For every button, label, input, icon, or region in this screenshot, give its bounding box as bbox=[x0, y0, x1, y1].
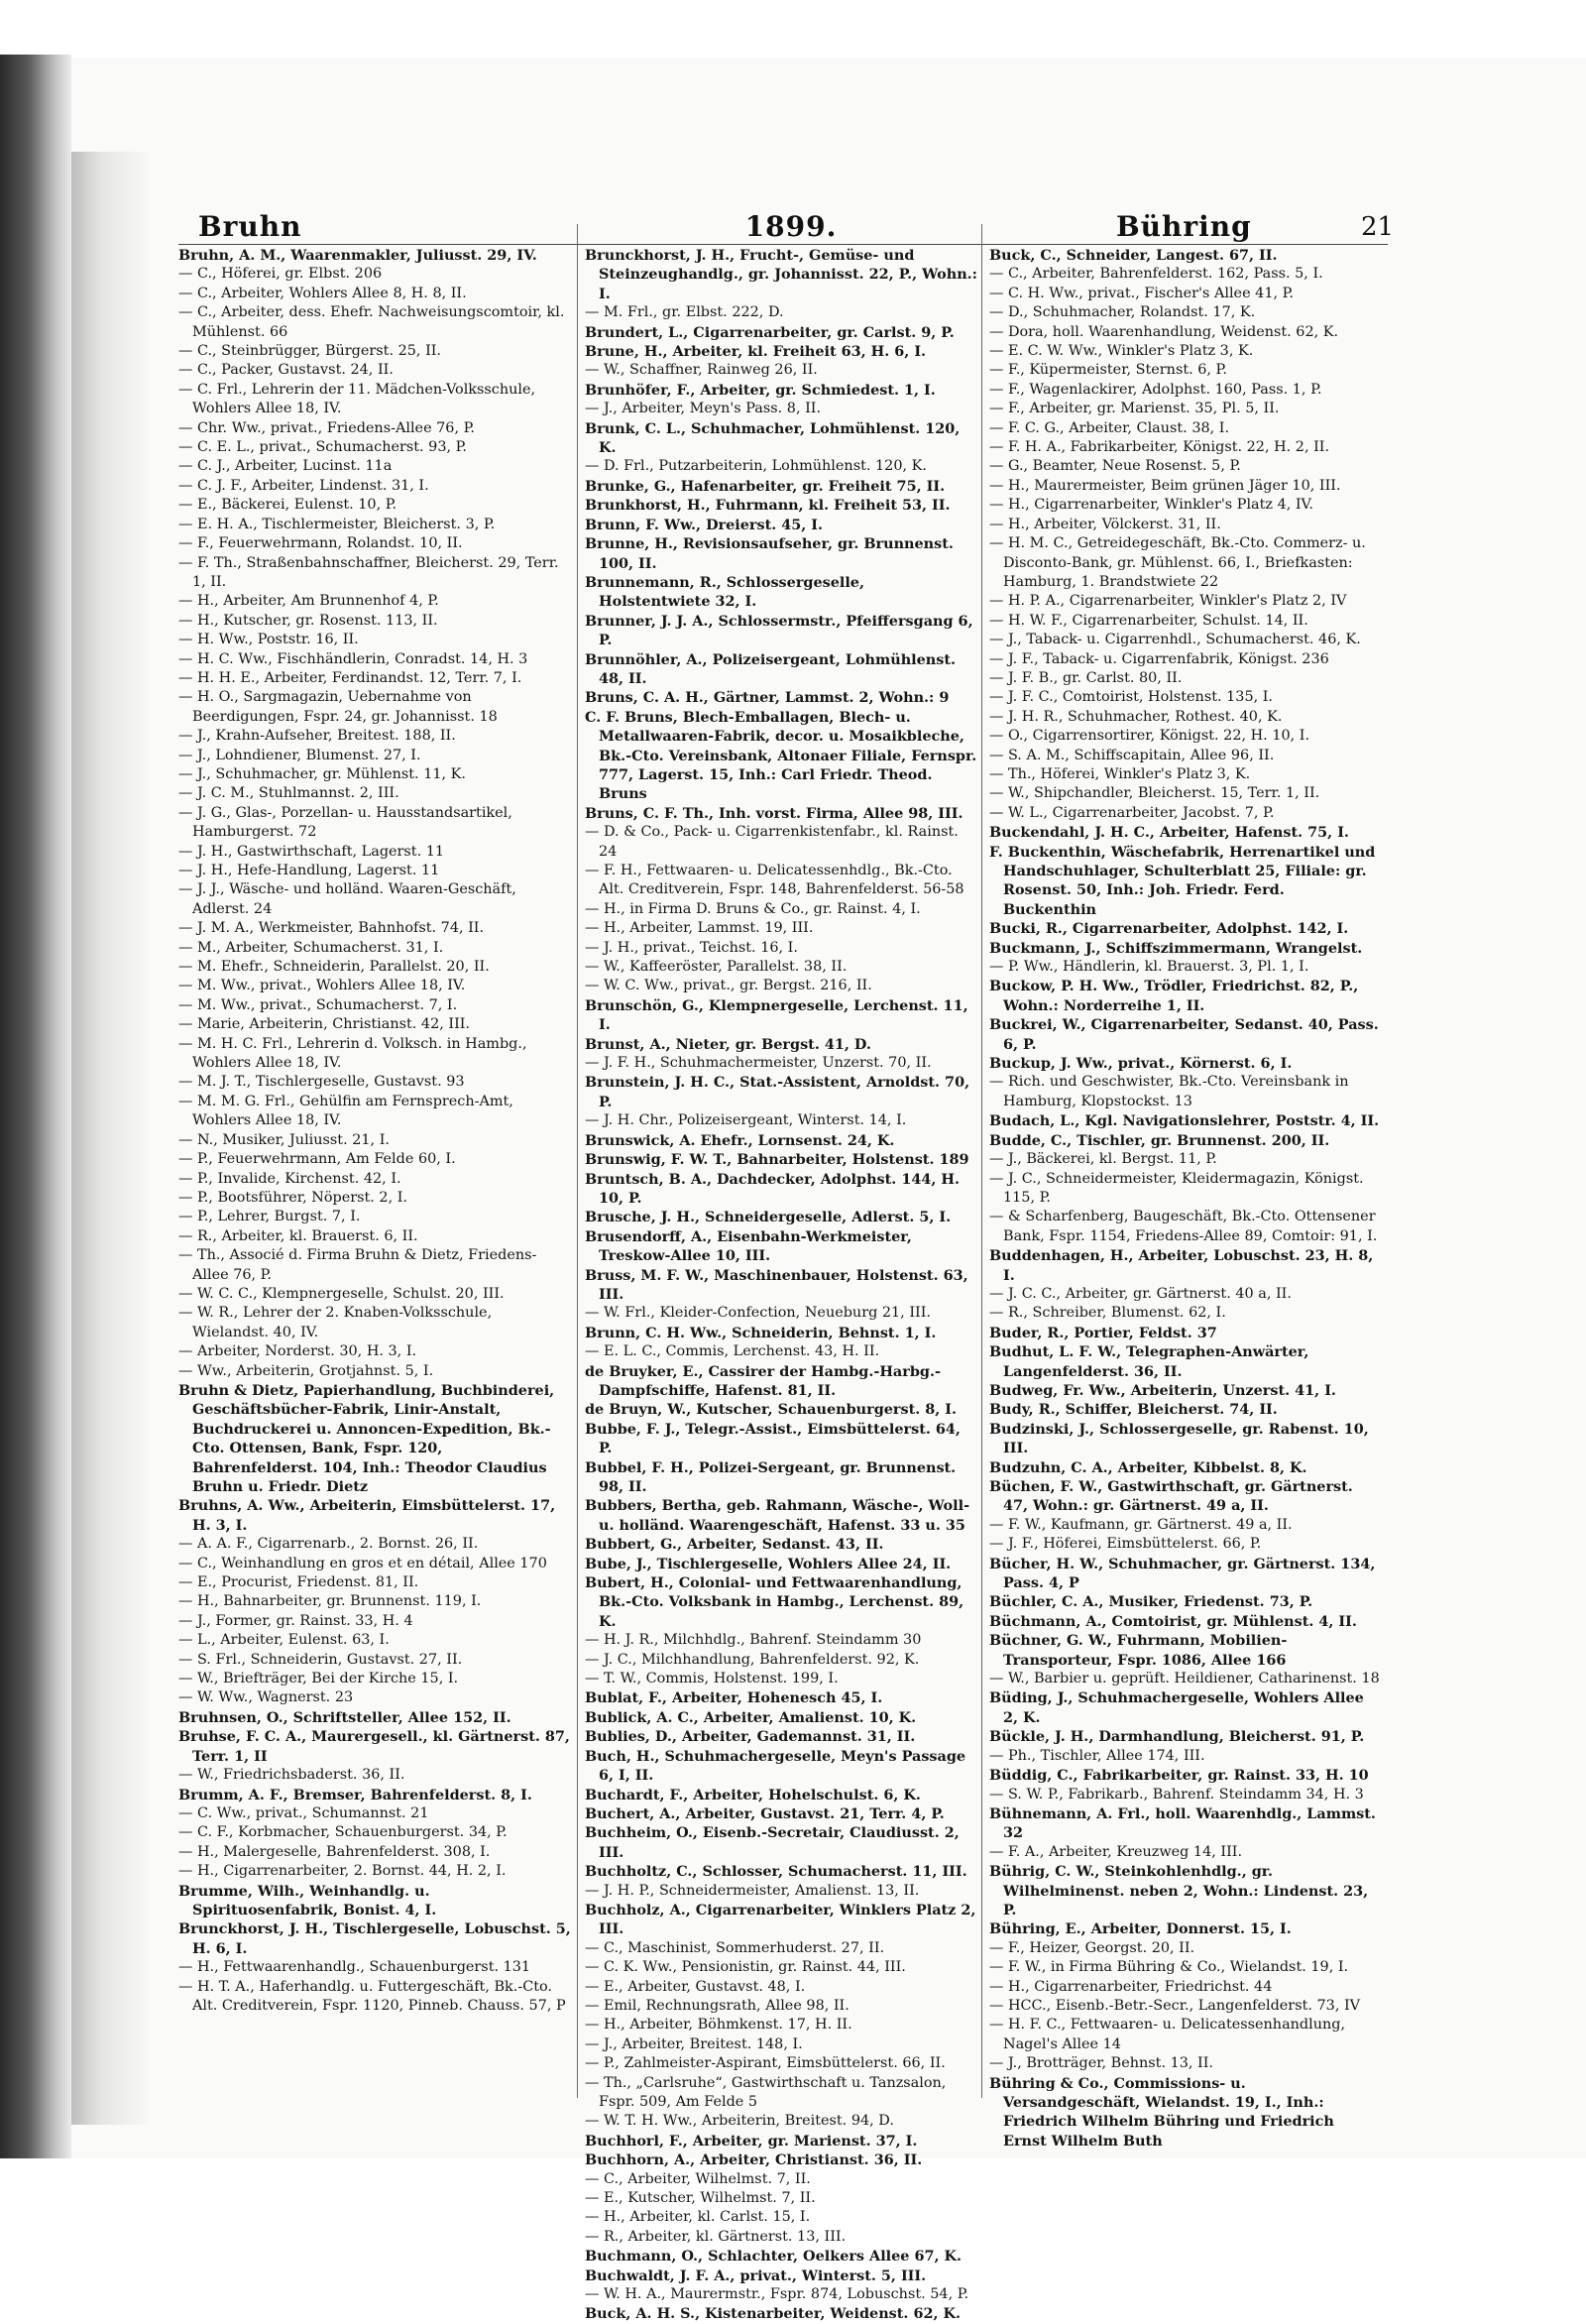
directory-entry: — M. H. C. Frl., Lehrerin d. Volksch. in Hambg., Wohlers Allee 18, IV. bbox=[178, 1035, 527, 1072]
scan-edge bbox=[0, 55, 71, 2158]
directory-entry: Buddenhagen, H., Arbeiter, Lobuschst. 23, H. 8, I. bbox=[989, 1247, 1374, 1284]
column-rule bbox=[981, 224, 982, 2098]
directory-entry: — W., Friedrichsbaderst. 36, II. bbox=[178, 1767, 405, 1784]
directory-entry: — F. H., Fettwaaren- u. Delicatessenhdlg., Bk.-Cto. Alt. Creditverein, Fspr. 148, Bahrenfelderst. 56-58 bbox=[585, 863, 964, 898]
directory-entry: — H., Cigarrenarbeiter, Friedrichst. 44 bbox=[989, 1978, 1273, 1995]
directory-entry: — E., Bäckerei, Eulenst. 10, P. bbox=[178, 497, 397, 514]
directory-entry: de Bruyker, E., Cassirer der Hambg.-Harbg.-Dampfschiffe, Hafenst. 81, II. bbox=[585, 1362, 941, 1399]
directory-entry: — C., Packer, Gustavst. 24, II. bbox=[178, 362, 394, 379]
directory-entry: — E. H. A., Tischlermeister, Bleicherst. 3, P. bbox=[178, 516, 496, 532]
directory-entry: — J. F. H., Schuhmachermeister, Unzerst. 70, II. bbox=[585, 1055, 932, 1072]
directory-entry: — H. T. A., Haferhandlg. u. Futtergeschäft, Bk.-Cto. Alt. Creditverein, Fspr. 1120, Pinneb. Chauss. 57, P bbox=[178, 1978, 566, 2014]
directory-entry: Bühring & Co., Commissions- u. Versandgeschäft, Wielandst. 19, I., Inh.: Friedrich Wilhelm Bühring und Friedrich Ernst Wilhelm Buth bbox=[989, 2074, 1334, 2150]
directory-entry: Buchardt, F., Arbeiter, Hohelschulst. 6, K. bbox=[585, 1786, 921, 1803]
directory-entry: — F., Küpermeister, Sternst. 6, P. bbox=[989, 362, 1227, 379]
directory-entry: — D., Schuhmacher, Rolandst. 17, K. bbox=[989, 304, 1256, 321]
directory-entry: Bruhnsen, O., Schriftsteller, Allee 152, II. bbox=[178, 1708, 511, 1726]
directory-entry: — C. K. Ww., Pensionistin, gr. Rainst. 44, III. bbox=[585, 1959, 906, 1976]
directory-entry: — J. F., Taback- u. Cigarrenfabrik, Königst. 236 bbox=[989, 650, 1329, 667]
page-number: 21 bbox=[1361, 212, 1395, 242]
directory-entry: Brunn, C. H. Ww., Schneiderin, Behnst. 1, I. bbox=[585, 1324, 937, 1341]
directory-entry: — P., Lehrer, Burgst. 7, I. bbox=[178, 1209, 361, 1225]
directory-entry: — F. W., Kaufmann, gr. Gärtnerst. 49 a, II. bbox=[989, 1516, 1293, 1533]
directory-entry: — J. J., Wäsche- und holländ. Waaren-Geschäft, Adlerst. 24 bbox=[178, 881, 516, 917]
directory-entry: Brunkhorst, H., Fuhrmann, kl. Freiheit 53, II. bbox=[585, 497, 951, 515]
directory-entry: Bühring, E., Arbeiter, Donnerst. 15, I. bbox=[989, 1920, 1292, 1938]
directory-entry: — C., Arbeiter, Bahrenfelderst. 162, Pass. 5, I. bbox=[989, 266, 1323, 283]
directory-entry: Buchwaldt, J. F. A., privat., Winterst. 5, III. bbox=[585, 2266, 927, 2284]
directory-entry: — J. F. C., Comtoirist, Holstenst. 135, I. bbox=[989, 689, 1274, 706]
directory-entry: — J. C., Schneidermeister, Kleidermagazin, Königst. 115, P. bbox=[989, 1170, 1364, 1206]
directory-entry: Bücher, H. W., Schuhmacher, gr. Gärtnerst. 134, Pass. 4, P bbox=[989, 1555, 1376, 1592]
directory-entry: Brunn, F. Ww., Dreierst. 45, I. bbox=[585, 516, 824, 533]
directory-entry: — H., in Firma D. Bruns & Co., gr. Rainst. 4, I. bbox=[585, 900, 921, 917]
directory-entry: Buchhorl, F., Arbeiter, gr. Marienst. 37, I. bbox=[585, 2132, 918, 2150]
directory-entry: Buckmann, J., Schiffszimmermann, Wrangelst. bbox=[989, 939, 1363, 957]
directory-entry: — M. J. T., Tischlergeselle, Gustavst. 93 bbox=[178, 1074, 465, 1091]
directory-entry: — J., Bäckerei, kl. Bergst. 11, P. bbox=[989, 1151, 1217, 1168]
directory-entry: — J. C., Milchhandlung, Bahrenfelderst. 92, K. bbox=[585, 1651, 920, 1668]
directory-entry: — J., Arbeiter, Breitest. 148, I. bbox=[585, 2035, 803, 2052]
directory-entry: — R., Arbeiter, kl. Brauerst. 6, II. bbox=[178, 1227, 418, 1244]
directory-entry: — & Scharfenberg, Baugeschäft, Bk.-Cto. Ottensener Bank, Fspr. 1154, Friedens-Allee 89, Comtoir: 91, I. bbox=[989, 1209, 1378, 1244]
directory-entry: — P., Invalide, Kirchenst. 42, I. bbox=[178, 1170, 401, 1187]
directory-entry: Buchmann, O., Schlachter, Oelkers Allee 67, K. bbox=[585, 2248, 963, 2266]
directory-entry: — W. Ww., Wagnerst. 23 bbox=[178, 1689, 354, 1706]
directory-entry: — D. & Co., Pack- u. Cigarrenkistenfabr., kl. Rainst. 24 bbox=[585, 824, 959, 860]
directory-entry: — T. W., Commis, Holstenst. 199, I. bbox=[585, 1671, 839, 1687]
directory-entry: — J., Brotträger, Behnst. 13, II. bbox=[989, 2055, 1214, 2072]
directory-column-1 bbox=[178, 246, 571, 2100]
directory-entry: — H. J. R., Milchhdlg., Bahrenf. Steindamm 30 bbox=[585, 1632, 922, 1649]
directory-entry: — O., Cigarrensortirer, Königst. 22, H. 10, I. bbox=[989, 728, 1310, 745]
directory-entry: Bubbel, F. H., Polizei-Sergeant, gr. Brunnenst. 98, II. bbox=[585, 1458, 957, 1495]
directory-entry: — D. Frl., Putzarbeiterin, Lohmühlenst. 120, K. bbox=[585, 458, 927, 475]
directory-entry: Brundert, L., Cigarrenarbeiter, gr. Carlst. 9, P. bbox=[585, 323, 955, 341]
directory-entry: — Emil, Rechnungsrath, Allee 98, II. bbox=[585, 1997, 850, 2014]
directory-entry: — J., Arbeiter, Meyn's Pass. 8, II. bbox=[585, 401, 822, 417]
directory-entry: — H., Bahnarbeiter, gr. Brunnenst. 119, I. bbox=[178, 1593, 482, 1610]
directory-entry: — J. H. Chr., Polizeisergeant, Winterst. 14, I. bbox=[585, 1112, 907, 1129]
directory-entry: — H., Arbeiter, Am Brunnenhof 4, P. bbox=[178, 593, 439, 610]
directory-entry: — H., Cigarrenarbeiter, 2. Bornst. 44, H. 2, I. bbox=[178, 1863, 507, 1880]
directory-entry: — J. F. B., gr. Carlst. 80, II. bbox=[989, 669, 1183, 686]
directory-entry: Bucki, R., Cigarrenarbeiter, Adolphst. 142, I. bbox=[989, 920, 1349, 938]
directory-entry: — H. M. C., Getreidegeschäft, Bk.-Cto. Commerz- u. Disconto-Bank, gr. Mühlenst. 66, I., Briefkasten: Hamburg, 1. Brandstwiete 22 bbox=[989, 535, 1366, 590]
directory-entry: — S. Frl., Schneiderin, Gustavst. 27, II. bbox=[178, 1651, 463, 1668]
directory-entry: — L., Arbeiter, Eulenst. 63, I. bbox=[178, 1632, 390, 1649]
directory-entry: — Ww., Arbeiterin, Grotjahnst. 5, I. bbox=[178, 1362, 434, 1379]
directory-entry: Buder, R., Portier, Feldst. 37 bbox=[989, 1324, 1217, 1341]
directory-entry: — H., Cigarrenarbeiter, Winkler's Platz 4, IV. bbox=[989, 497, 1314, 514]
directory-entry: Buchholtz, C., Schlosser, Schumacherst. 11, III. bbox=[585, 1863, 967, 1881]
directory-entry: Büddig, C., Fabrikarbeiter, gr. Rainst. 33, H. 10 bbox=[989, 1767, 1369, 1785]
directory-entry: — E., Arbeiter, Gustavst. 48, I. bbox=[585, 1978, 806, 1995]
directory-entry: Brunckhorst, J. H., Tischlergeselle, Lobuschst. 5, H. 6, I. bbox=[178, 1920, 571, 1957]
header-year: 1899. bbox=[744, 210, 838, 243]
directory-entry: — Th., Associé d. Firma Bruhn & Dietz, Friedens-Allee 76, P. bbox=[178, 1247, 537, 1283]
directory-entry: Budzuhn, C. A., Arbeiter, Kibbelst. 8, K. bbox=[989, 1458, 1307, 1476]
directory-entry: Budzinski, J., Schlossergeselle, gr. Rabenst. 10, III. bbox=[989, 1420, 1369, 1457]
directory-entry: — C. Frl., Lehrerin der 11. Mädchen-Volksschule, Wohlers Allee 18, IV. bbox=[178, 381, 536, 417]
directory-entry: — M. Ww., privat., Schumacherst. 7, I. bbox=[178, 996, 458, 1013]
directory-entry: — C. E. L., privat., Schumacherst. 93, P. bbox=[178, 439, 467, 456]
directory-entry: Brunswick, A. Ehefr., Lornsenst. 24, K. bbox=[585, 1131, 895, 1149]
directory-entry: — Th., Höferei, Winkler's Platz 3, K. bbox=[989, 765, 1251, 782]
directory-entry: — J. G., Glas-, Porzellan- u. Hausstandsartikel, Hamburgerst. 72 bbox=[178, 804, 512, 841]
directory-entry: — F., Feuerwehrmann, Rolandst. 10, II. bbox=[178, 535, 463, 552]
directory-entry: Buck, A. H. S., Kistenarbeiter, Weidenst. 62, K. bbox=[585, 2305, 962, 2323]
directory-entry: — H., Arbeiter, Völckerst. 31, II. bbox=[989, 516, 1221, 532]
header-right-keyword: Bühring bbox=[1116, 210, 1252, 243]
directory-entry: — W., Barbier u. geprüft. Heildiener, Catharinenst. 18 bbox=[989, 1671, 1380, 1687]
directory-entry: — F., Heizer, Georgst. 20, II. bbox=[989, 1939, 1195, 1956]
directory-entry: Brumme, Wilh., Weinhandlg. u. Spirituosenfabrik, Bonist. 4, I. bbox=[178, 1882, 437, 1918]
directory-entry: Brunschön, G., Klempnergeselle, Lerchenst. 11, I. bbox=[585, 996, 968, 1034]
directory-entry: — J. M. A., Werkmeister, Bahnhofst. 74, II. bbox=[178, 920, 485, 937]
directory-entry: — S. W. P., Fabrikarb., Bahrenf. Steindamm 34, H. 3 bbox=[989, 1786, 1364, 1802]
directory-entry: Brunnemann, R., Schlossergeselle, Holstentwiete 32, I. bbox=[585, 573, 864, 611]
directory-entry: — G., Beamter, Neue Rosenst. 5, P. bbox=[989, 458, 1241, 475]
directory-entry: — W. H. A., Maurermstr., Fspr. 874, Lobuschst. 54, P. bbox=[585, 2286, 969, 2303]
directory-entry: — W. T. H. Ww., Arbeiterin, Breitest. 94, D. bbox=[585, 2113, 894, 2130]
directory-entry: — E., Procurist, Friedenst. 81, II. bbox=[178, 1574, 419, 1591]
directory-entry: Bruns, C. A. H., Gärtner, Lammst. 2, Wohn.: 9 bbox=[585, 689, 950, 707]
directory-entry: — Rich. und Geschwister, Bk.-Cto. Vereinsbank in Hamburg, Klopstockst. 13 bbox=[989, 1074, 1349, 1109]
header-rule bbox=[178, 244, 1388, 245]
directory-entry: — R., Schreiber, Blumenst. 62, I. bbox=[989, 1305, 1226, 1322]
directory-entry: Büchen, F. W., Gastwirthschaft, gr. Gärtnerst. 47, Wohn.: gr. Gärtnerst. 49 a, II. bbox=[989, 1478, 1353, 1515]
directory-entry: — N., Musiker, Juliusst. 21, I. bbox=[178, 1131, 390, 1148]
directory-entry: Brumm, A. F., Bremser, Bahrenfelderst. 8, I. bbox=[178, 1786, 532, 1803]
directory-entry: C. F. Bruns, Blech-Emballagen, Blech- u. Metallwaaren-Fabrik, decor. u. Mosaikbleche, Bk.-Cto. Vereinsbank, Altonaer Filiale, Fernspr. 777, Lagerst. 15, Inh.: Carl Friedr. Theod. Bruns bbox=[585, 708, 977, 803]
directory-entry: — C. F., Korbmacher, Schauenburgerst. 34, P. bbox=[178, 1824, 508, 1841]
directory-entry: — J. H., Gastwirthschaft, Lagerst. 11 bbox=[178, 843, 445, 860]
directory-entry: — J. F., Höferei, Eimsbüttelerst. 66, P. bbox=[989, 1536, 1262, 1553]
directory-entry: F. Buckenthin, Wäschefabrik, Herrenartikel und Handschuhlager, Schulterblatt 25, Filiale: gr. Rosenst. 50, Inh.: Joh. Friedr. Ferd. Buckenthin bbox=[989, 843, 1376, 918]
directory-entry: — J., Schuhmacher, gr. Mühlenst. 11, K. bbox=[178, 765, 466, 782]
directory-entry: — HCC., Eisenb.-Betr.-Secr., Langenfelderst. 73, IV bbox=[989, 1997, 1361, 2014]
directory-entry: — E., Kutscher, Wilhelmst. 7, II. bbox=[585, 2190, 816, 2207]
directory-entry: — P. Ww., Händlerin, kl. Brauerst. 3, Pl. 1, I. bbox=[989, 959, 1309, 976]
directory-entry: — W., Kaffeeröster, Parallelst. 38, II. bbox=[585, 959, 848, 976]
directory-entry: — M. Frl., gr. Elbst. 222, D. bbox=[585, 304, 784, 321]
directory-entry: Bubert, H., Colonial- und Fettwaarenhandlung, Bk.-Cto. Volksbank in Hambg., Lerchenst. 89, K. bbox=[585, 1574, 964, 1630]
directory-entry: — J., Lohndiener, Blumenst. 27, I. bbox=[178, 747, 421, 763]
directory-entry: Brune, H., Arbeiter, kl. Freiheit 63, H. 6, I. bbox=[585, 343, 927, 361]
directory-entry: Büchmann, A., Comtoirist, gr. Mühlenst. 4, II. bbox=[989, 1612, 1357, 1630]
directory-entry: Brusendorff, A., Eisenbahn-Werkmeister, Treskow-Allee 10, III. bbox=[585, 1227, 912, 1265]
directory-entry: — H. F. C., Fettwaaren- u. Delicatessenhandlung, Nagel's Allee 14 bbox=[989, 2017, 1346, 2052]
directory-entry: — J., Taback- u. Cigarrenhdl., Schumacherst. 46, K. bbox=[989, 632, 1361, 648]
directory-entry: — J., Former, gr. Rainst. 33, H. 4 bbox=[178, 1612, 413, 1629]
directory-entry: — F. H. A., Fabrikarbeiter, Königst. 22, H. 2, II. bbox=[989, 439, 1330, 456]
directory-entry: — F. A., Arbeiter, Kreuzweg 14, III. bbox=[989, 1843, 1243, 1860]
directory-entry: — F. Th., Straßenbahnschaffner, Bleicherst. 29, Terr. 1, II. bbox=[178, 554, 559, 590]
directory-entry: Bührig, C. W., Steinkohlenhdlg., gr. Wilhelminenst. neben 2, Wohn.: Lindenst. 23, P. bbox=[989, 1863, 1369, 1918]
directory-entry: — F., Arbeiter, gr. Marienst. 35, Pl. 5, II. bbox=[989, 401, 1280, 417]
directory-entry: Brunswig, F. W. T., Bahnarbeiter, Holstenst. 189 bbox=[585, 1151, 969, 1169]
directory-entry: — W., Shipchandler, Bleicherst. 15, Terr. 1, II. bbox=[989, 785, 1320, 802]
header-left-keyword: Bruhn bbox=[198, 210, 302, 243]
directory-entry: — H., Arbeiter, kl. Carlst. 15, I. bbox=[585, 2209, 811, 2226]
directory-entry: — P., Feuerwehrmann, Am Felde 60, I. bbox=[178, 1151, 456, 1168]
directory-entry: — Ph., Tischler, Allee 174, III. bbox=[989, 1747, 1205, 1764]
directory-entry: Bubbers, Bertha, geb. Rahmann, Wäsche-, Woll- u. holländ. Waarengeschäft, Hafenst. 33 u. 35 bbox=[585, 1497, 970, 1534]
directory-entry: — C., Maschinist, Sommerhuderst. 27, II. bbox=[585, 1939, 885, 1956]
directory-entry: — Th., „Carlsruhe“, Gastwirthschaft u. Tanzsalon, Fspr. 509, Am Felde 5 bbox=[585, 2074, 947, 2110]
directory-entry: — M. Ehefr., Schneiderin, Parallelst. 20, II. bbox=[178, 959, 490, 976]
directory-entry: — H. H. E., Arbeiter, Ferdinandst. 12, Terr. 7, I. bbox=[178, 669, 522, 686]
directory-entry: Brunne, H., Revisionsaufseher, gr. Brunnenst. 100, II. bbox=[585, 535, 954, 572]
directory-column-3 bbox=[989, 246, 1382, 2150]
directory-entry: Brunhöfer, F., Arbeiter, gr. Schmiedest. 1, I. bbox=[585, 381, 936, 399]
directory-entry: — H., Kutscher, gr. Rosenst. 113, II. bbox=[178, 612, 438, 629]
directory-entry: Buckendahl, J. H. C., Arbeiter, Hafenst. 75, I. bbox=[989, 824, 1349, 842]
directory-entry: — W. R., Lehrer der 2. Knaben-Volksschule, Wielandst. 40, IV. bbox=[178, 1305, 493, 1340]
directory-entry: Brunckhorst, J. H., Frucht-, Gemüse- und Steinzeughandlg., gr. Johannisst. 22, P., Wohn.: I. bbox=[585, 247, 977, 302]
directory-entry: Bublat, F., Arbeiter, Hohenesch 45, I. bbox=[585, 1689, 883, 1707]
directory-entry: Bruhn & Dietz, Papierhandlung, Buchbinderei, Geschäftsbücher-Fabrik, Linir-Anstalt, Buchdruckerei u. Annoncen-Expedition, Bk.-Cto. Ottensen, Bank, Fspr. 120, Bahrenfelderst. 104, Inh.: Theodor Claudius Bruhn u. Friedr. Dietz bbox=[178, 1381, 555, 1495]
directory-entry: — H. W. F., Cigarrenarbeiter, Schulst. 14, II. bbox=[989, 612, 1308, 629]
directory-entry: — C. J. F., Arbeiter, Lindenst. 31, I. bbox=[178, 477, 429, 494]
directory-entry: — E. L. C., Commis, Lerchenst. 43, H. II. bbox=[585, 1343, 880, 1360]
directory-entry: Bubbe, F. J., Telegr.-Assist., Eimsbüttelerst. 64, P. bbox=[585, 1420, 961, 1457]
directory-entry: — C., Steinbrügger, Bürgerst. 25, II. bbox=[178, 343, 442, 360]
directory-entry: Brunk, C. L., Schuhmacher, Lohmühlenst. 120, K. bbox=[585, 419, 961, 457]
directory-entry: — F. W., in Firma Bühring & Co., Wielandst. 19, I. bbox=[989, 1959, 1349, 1976]
directory-entry: Buch, H., Schuhmachergeselle, Meyn's Passage 6, I, II. bbox=[585, 1747, 966, 1785]
directory-entry: — A. A. F., Cigarrenarb., 2. Bornst. 26, II. bbox=[178, 1536, 479, 1553]
directory-entry: — H., Arbeiter, Böhmkenst. 17, H. II. bbox=[585, 2017, 852, 2034]
directory-entry: Büchner, G. W., Fuhrmann, Mobilien-Transporteur, Fspr. 1086, Allee 166 bbox=[989, 1632, 1288, 1669]
directory-entry: — C. Ww., privat., Schumannst. 21 bbox=[178, 1804, 429, 1821]
directory-entry: Budde, C., Tischler, gr. Brunnenst. 200, II. bbox=[989, 1131, 1330, 1149]
directory-entry: — H. O., Sargmagazin, Uebernahme von Beerdigungen, Fspr. 24, gr. Johannisst. 18 bbox=[178, 689, 498, 725]
directory-entry: Bublick, A. C., Arbeiter, Amalienst. 10, K. bbox=[585, 1708, 917, 1726]
directory-entry: — P., Zahlmeister-Aspirant, Eimsbüttelerst. 66, II. bbox=[585, 2055, 946, 2072]
directory-entry: — W., Briefträger, Bei der Kirche 15, I. bbox=[178, 1671, 459, 1687]
directory-entry: — W. L., Cigarrenarbeiter, Jacobst. 7, P. bbox=[989, 804, 1275, 821]
directory-entry: — C., Arbeiter, dess. Ehefr. Nachweisungscomtoir, kl. Mühlenst. 66 bbox=[178, 304, 565, 340]
directory-entry: — W. C. C., Klempnergeselle, Schulst. 20, III. bbox=[178, 1285, 505, 1302]
directory-entry: — P., Bootsführer, Nöperst. 2, I. bbox=[178, 1189, 407, 1206]
directory-entry: — C., Höferei, gr. Elbst. 206 bbox=[178, 266, 383, 283]
directory-entry: — H., Fettwaarenhandlg., Schauenburgerst. 131 bbox=[178, 1959, 531, 1976]
directory-entry: — H., Maurermeister, Beim grünen Jäger 10, III. bbox=[989, 477, 1341, 494]
directory-entry: — R., Arbeiter, kl. Gärtnerst. 13, III. bbox=[585, 2228, 847, 2245]
directory-entry: — H. Ww., Poststr. 16, II. bbox=[178, 632, 359, 648]
directory-entry: — J. C. M., Stuhlmannst. 2, III. bbox=[178, 785, 399, 802]
directory-entry: Bruntsch, B. A., Dachdecker, Adolphst. 144, H. 10, P. bbox=[585, 1170, 960, 1207]
directory-entry: — J. C. C., Arbeiter, gr. Gärtnerst. 40 a, II. bbox=[989, 1285, 1292, 1302]
directory-entry: Bruns, C. F. Th., Inh. vorst. Firma, Allee 98, III. bbox=[585, 804, 963, 822]
directory-entry: — C. J., Arbeiter, Lucinst. 11a bbox=[178, 458, 393, 475]
column-rule bbox=[577, 224, 578, 2098]
directory-entry: Bückle, J. H., Darmhandlung, Bleicherst. 91, P. bbox=[989, 1728, 1365, 1746]
directory-entry: — W. C. Ww., privat., gr. Bergst. 216, II. bbox=[585, 978, 872, 994]
directory-entry: — H. P. A., Cigarrenarbeiter, Winkler's Platz 2, IV bbox=[989, 593, 1347, 610]
directory-entry: Bruhse, F. C. A., Maurergesell., kl. Gärtnerst. 87, Terr. 1, II bbox=[178, 1728, 570, 1765]
directory-entry: Buck, C., Schneider, Langest. 67, II. bbox=[989, 247, 1278, 264]
directory-entry: — J. H. R., Schuhmacher, Rothest. 40, K. bbox=[989, 708, 1283, 725]
directory-entry: Buckrei, W., Cigarrenarbeiter, Sedanst. 40, Pass. 6, P. bbox=[989, 1016, 1379, 1053]
directory-entry: Budhut, L. F. W., Telegraphen-Anwärter, Langenfelderst. 36, II. bbox=[989, 1343, 1309, 1380]
directory-entry: — H. C. Ww., Fischhändlerin, Conradst. 14, H. 3 bbox=[178, 650, 528, 667]
directory-entry: — J. H., Hefe-Handlung, Lagerst. 11 bbox=[178, 863, 440, 878]
directory-entry: — H., Malergeselle, Bahrenfelderst. 308, I. bbox=[178, 1843, 491, 1860]
page-binding-shadow bbox=[71, 152, 149, 2125]
directory-entry: Brunner, J. J. A., Schlossermstr., Pfeiffersgang 6, P. bbox=[585, 612, 973, 649]
directory-entry: — H., Arbeiter, Lammst. 19, III. bbox=[585, 920, 814, 937]
directory-entry: — S. A. M., Schiffscapitain, Allee 96, II. bbox=[989, 747, 1275, 763]
directory-entry: — J. H., privat., Teichst. 16, I. bbox=[585, 939, 798, 956]
directory-entry: — W., Schaffner, Rainweg 26, II. bbox=[585, 362, 818, 379]
directory-entry: Budweg, Fr. Ww., Arbeiterin, Unzerst. 41, I. bbox=[989, 1381, 1336, 1399]
directory-entry: Bühnemann, A. Frl., holl. Waarenhdlg., Lammst. 32 bbox=[989, 1804, 1376, 1842]
directory-column-2 bbox=[585, 246, 977, 2323]
directory-entry: Budach, L., Kgl. Navigationslehrer, Poststr. 4, II. bbox=[989, 1112, 1380, 1130]
directory-entry: — C., Arbeiter, Wilhelmst. 7, II. bbox=[585, 2170, 811, 2187]
directory-entry: Buchert, A., Arbeiter, Gustavst. 21, Terr. 4, P. bbox=[585, 1804, 945, 1822]
directory-entry: — C., Arbeiter, Wohlers Allee 8, H. 8, II. bbox=[178, 285, 467, 301]
directory-entry: Budy, R., Schiffer, Bleicherst. 74, II. bbox=[989, 1401, 1278, 1419]
directory-entry: Buchheim, O., Eisenb.-Secretair, Claudiusst. 2, III. bbox=[585, 1824, 960, 1861]
directory-entry: Bubbert, G., Arbeiter, Sedanst. 43, II. bbox=[585, 1536, 884, 1554]
directory-entry: — F., Wagenlackirer, Adolphst. 160, Pass. 1, P. bbox=[989, 381, 1322, 398]
directory-entry: — Chr. Ww., privat., Friedens-Allee 76, P. bbox=[178, 419, 475, 436]
directory-entry: — W. Frl., Kleider-Confection, Neueburg 21, III. bbox=[585, 1305, 931, 1322]
directory-entry: Büding, J., Schuhmachergeselle, Wohlers Allee 2, K. bbox=[989, 1689, 1364, 1726]
directory-entry: Brunnöhler, A., Polizeisergeant, Lohmühlenst. 48, II. bbox=[585, 650, 957, 687]
directory-entry: Büchler, C. A., Musiker, Friedenst. 73, P. bbox=[989, 1593, 1313, 1611]
directory-entry: Buckow, P. H. Ww., Trödler, Friedrichst. 82, P., Wohn.: Norderreihe 1, II. bbox=[989, 978, 1359, 1014]
directory-entry: — M. M. G. Frl., Gehülfin am Fernsprech-Amt, Wohlers Allee 18, IV. bbox=[178, 1093, 513, 1129]
directory-entry: — M. Ww., privat., Wohlers Allee 18, IV. bbox=[178, 978, 466, 994]
directory-entry: — M., Arbeiter, Schumacherst. 31, I. bbox=[178, 939, 444, 956]
directory-entry: Buchholz, A., Cigarrenarbeiter, Winklers Platz 2, III. bbox=[585, 1901, 976, 1938]
directory-entry: — C. H. Ww., privat., Fischer's Allee 41, P. bbox=[989, 285, 1294, 301]
directory-entry: Bube, J., Tischlergeselle, Wohlers Allee 24, II. bbox=[585, 1555, 952, 1572]
directory-entry: Brusche, J. H., Schneidergeselle, Adlerst. 5, I. bbox=[585, 1209, 952, 1226]
directory-entry: Buchhorn, A., Arbeiter, Christianst. 36, II. bbox=[585, 2151, 923, 2169]
directory-entry: Bruhns, A. Ww., Arbeiterin, Eimsbüttelerst. 17, H. 3, I. bbox=[178, 1497, 556, 1534]
directory-entry: — E. C. W. Ww., Winkler's Platz 3, K. bbox=[989, 343, 1254, 360]
directory-entry: Brunstein, J. H. C., Stat.-Assistent, Arnoldst. 70, P. bbox=[585, 1074, 970, 1110]
directory-entry: Bruhn, A. M., Waarenmakler, Juliusst. 29, IV. bbox=[178, 247, 537, 264]
directory-entry: — J. H. P., Schneidermeister, Amalienst. 13, II. bbox=[585, 1882, 920, 1899]
directory-entry: Bruss, M. F. W., Maschinenbauer, Holstenst. 63, III. bbox=[585, 1266, 968, 1303]
directory-entry: Buckup, J. Ww., privat., Körnerst. 6, I. bbox=[989, 1055, 1293, 1073]
directory-entry: — Arbeiter, Norderst. 30, H. 3, I. bbox=[178, 1343, 417, 1360]
directory-entry: — F. C. G., Arbeiter, Claust. 38, I. bbox=[989, 419, 1230, 436]
directory-entry: Bublies, D., Arbeiter, Gademannst. 31, II. bbox=[585, 1728, 916, 1746]
directory-entry: — Dora, holl. Waarenhandlung, Weidenst. 62, K. bbox=[989, 323, 1339, 340]
directory-entry: de Bruyn, W., Kutscher, Schauenburgerst. 8, I. bbox=[585, 1401, 958, 1419]
directory-entry: Brunke, G., Hafenarbeiter, gr. Freiheit 75, II. bbox=[585, 477, 946, 495]
directory-entry: — J., Krahn-Aufseher, Breitest. 188, II. bbox=[178, 728, 456, 745]
directory-entry: Brunst, A., Nieter, gr. Bergst. 41, D. bbox=[585, 1035, 871, 1053]
directory-entry: — C., Weinhandlung en gros et en détail, Allee 170 bbox=[178, 1555, 547, 1571]
directory-entry: — Marie, Arbeiterin, Christianst. 42, III. bbox=[178, 1016, 471, 1033]
